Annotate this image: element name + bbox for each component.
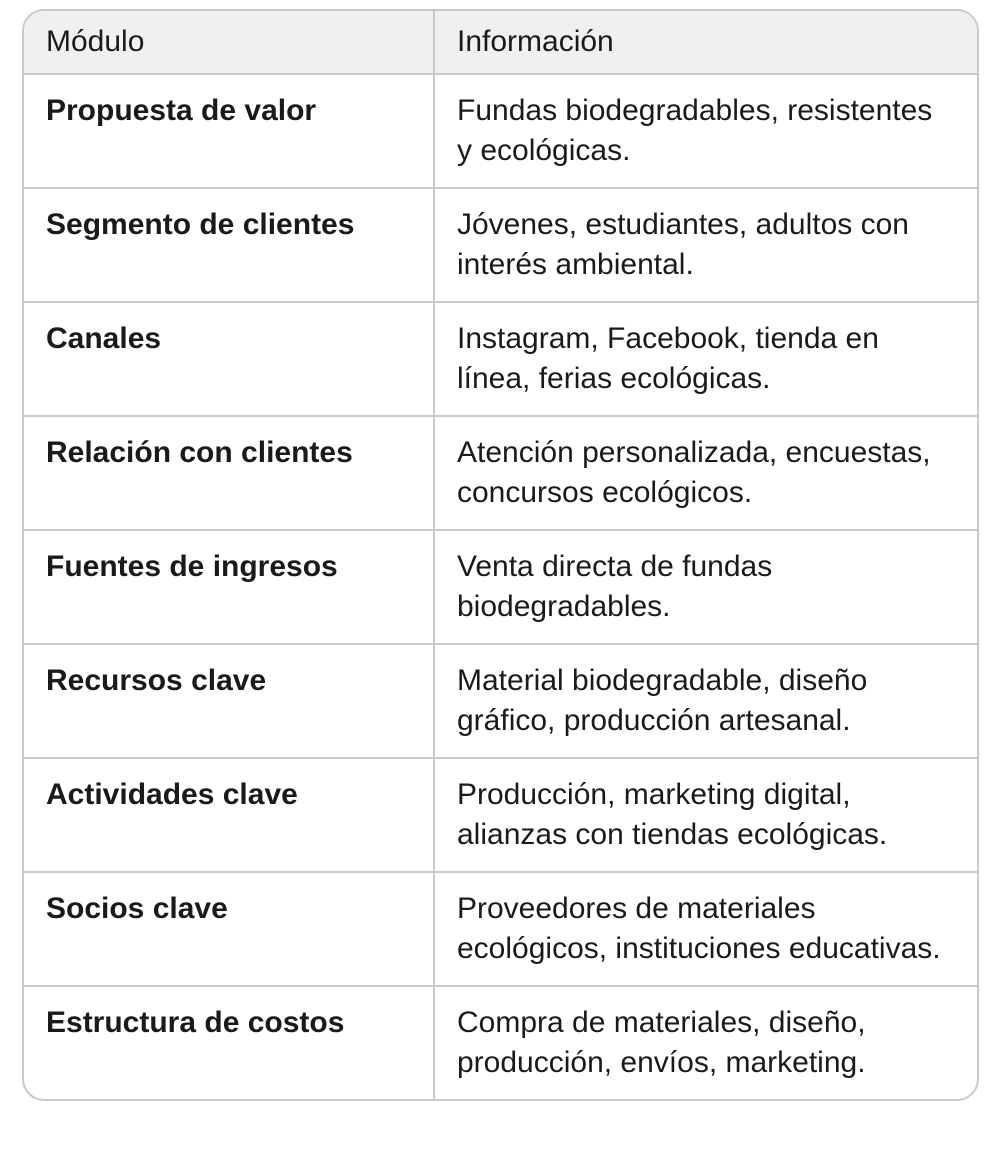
table-row (24, 530, 977, 644)
business-model-table (22, 9, 979, 1101)
cell-informacion: Fundas biodegradables, resistentes y ecológicas. (434, 74, 977, 188)
cell-modulo: Recursos clave (24, 644, 434, 758)
cell-informacion: Venta directa de fundas biodegradables. (434, 530, 977, 644)
cell-modulo: Segmento de clientes (24, 188, 434, 302)
table-body (24, 74, 977, 1099)
cell-informacion: Compra de materiales, diseño, producción, envíos, marketing. (457, 1006, 866, 1079)
table-row (24, 644, 977, 758)
table-row (24, 416, 977, 530)
table-row (24, 74, 977, 188)
table-row (24, 188, 977, 302)
table-header (24, 11, 977, 74)
table-row (24, 872, 977, 986)
cell-modulo: Actividades clave (24, 758, 434, 872)
cell-modulo: Propuesta de valor (24, 74, 434, 188)
table (24, 11, 977, 1099)
cell-modulo: Canales (24, 302, 434, 416)
table-row (24, 758, 977, 872)
cell-modulo: Relación con clientes (24, 416, 434, 530)
table-row (24, 986, 977, 1099)
header-modulo: Módulo (24, 11, 434, 74)
table-row (24, 302, 977, 416)
cell-modulo: Fuentes de ingresos (24, 530, 434, 644)
cell-modulo: Estructura de costos (24, 986, 434, 1099)
header-row (24, 11, 977, 74)
cell-informacion: Jóvenes, estudiantes, adultos con interés ambiental. (434, 188, 977, 302)
cell-informacion: Material biodegradable, diseño gráfico, producción artesanal. (434, 644, 977, 758)
cell-informacion: Atención personalizada, encuestas, concursos ecológicos. (434, 416, 977, 530)
cell-informacion: Proveedores de materiales ecológicos, instituciones educativas. (434, 872, 977, 986)
cell-informacion: Instagram, Facebook, tienda en línea, ferias ecológicas. (434, 302, 977, 416)
cell-modulo: Socios clave (24, 872, 434, 986)
header-informacion: Información (434, 11, 977, 74)
cell-informacion: Producción, marketing digital, alianzas con tiendas ecológicas. (434, 758, 977, 872)
